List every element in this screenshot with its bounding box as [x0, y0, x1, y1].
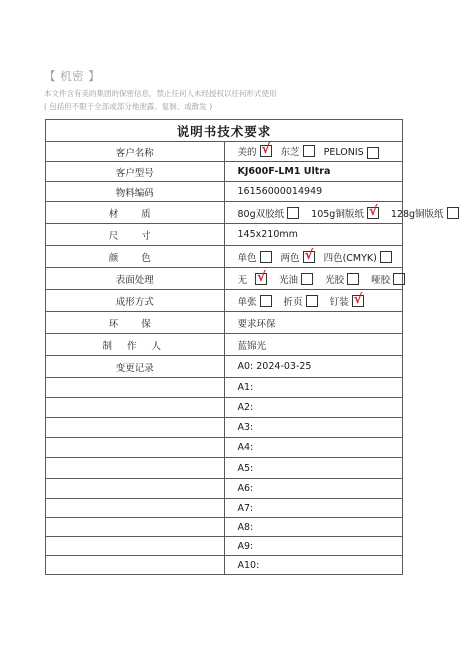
- change-row: [46, 356, 403, 378]
- confidential-title: 【 机密 】: [44, 69, 101, 83]
- change-row: [46, 398, 403, 418]
- option-80g[interactable]: 80g双胶纸: [238, 206, 300, 220]
- change-entry-a9: A9:: [224, 537, 403, 556]
- checkbox-single-color[interactable]: [260, 251, 272, 263]
- color-label: 颜 色: [46, 246, 225, 268]
- checkbox-midea[interactable]: [260, 145, 272, 157]
- row-forming: [46, 290, 403, 312]
- size-label: 尺 寸: [46, 224, 225, 246]
- changes-label: 变更记录: [46, 356, 225, 378]
- row-customer: [46, 142, 403, 162]
- material-code-label: 物料编码: [46, 182, 225, 202]
- change-entry-a7: A7:: [224, 499, 403, 518]
- change-entry-a8: A8:: [224, 518, 403, 537]
- option-cmyk[interactable]: 四色(CMYK): [324, 250, 392, 264]
- checkbox-folded[interactable]: [306, 295, 318, 307]
- author-value: 蓝锦光: [224, 334, 403, 356]
- checkbox-105g[interactable]: [367, 207, 379, 219]
- option-matte-film[interactable]: 哑胶: [371, 272, 405, 286]
- forming-label: 成形方式: [46, 290, 225, 312]
- size-value: 145x210mm: [224, 224, 403, 246]
- checkbox-two-color[interactable]: [303, 251, 315, 263]
- model-label: 客户型号: [46, 162, 225, 182]
- confidential-notice: 本文件含有美的集团的保密信息，禁止任何人未经授权以任何形式使用: [44, 89, 277, 98]
- change-row: [46, 556, 403, 575]
- paper-label: 材 质: [46, 202, 225, 224]
- change-entry-a0: A0: 2024-03-25: [224, 356, 403, 378]
- change-row: [46, 479, 403, 499]
- checkbox-cmyk[interactable]: [380, 251, 392, 263]
- change-row: [46, 518, 403, 537]
- option-none[interactable]: 无 √: [238, 272, 268, 286]
- option-stapled[interactable]: 钉装 √: [330, 294, 364, 308]
- customer-label: 客户名称: [46, 142, 225, 162]
- change-entry-a2: A2:: [224, 398, 403, 418]
- eco-value: 要求环保: [224, 312, 403, 334]
- material-code-value: 16156000014949: [224, 182, 403, 202]
- row-surface: [46, 268, 403, 290]
- change-row: [46, 537, 403, 556]
- option-128g[interactable]: 128g铜版纸: [391, 206, 459, 220]
- checkbox-80g[interactable]: [287, 207, 299, 219]
- author-label: 制 作 人: [46, 334, 225, 356]
- change-entry-a10: A10:: [224, 556, 403, 575]
- checkbox-128g[interactable]: [447, 207, 459, 219]
- change-entry-a3: A3:: [224, 418, 403, 438]
- row-material-code: [46, 182, 403, 202]
- change-row: [46, 458, 403, 479]
- checkbox-matte-film[interactable]: [393, 273, 405, 285]
- option-105g[interactable]: 105g铜版纸 √: [311, 206, 379, 220]
- forming-options: [224, 290, 403, 312]
- option-midea[interactable]: 美的 √: [238, 144, 272, 158]
- option-two-color[interactable]: 两色 √: [281, 250, 315, 264]
- checkbox-pelonis[interactable]: [367, 147, 379, 159]
- option-single-color[interactable]: 单色: [238, 250, 272, 264]
- checkbox-single-sheet[interactable]: [260, 295, 272, 307]
- option-varnish[interactable]: 光油: [279, 272, 313, 286]
- eco-label: 环 保: [46, 312, 225, 334]
- change-entry-a1: A1:: [224, 378, 403, 398]
- change-row: [46, 378, 403, 398]
- change-entry-a4: A4:: [224, 438, 403, 458]
- paper-options: [224, 202, 444, 224]
- row-paper: [46, 202, 403, 224]
- row-size: [46, 224, 403, 246]
- change-row: [46, 499, 403, 518]
- confidential-scope: ( 包括但不限于全部或部分地泄露、复制、或散发 ): [44, 102, 213, 111]
- change-row: [46, 418, 403, 438]
- surface-label: 表面处理: [46, 268, 225, 290]
- change-entry-a6: A6:: [224, 479, 403, 499]
- row-author: [46, 334, 403, 356]
- row-eco: [46, 312, 403, 334]
- option-single-sheet[interactable]: 单张: [238, 294, 272, 308]
- option-folded[interactable]: 折页: [284, 294, 318, 308]
- table-title-row: [46, 120, 403, 142]
- checkbox-none[interactable]: [255, 273, 267, 285]
- checkbox-toshiba[interactable]: [303, 145, 315, 157]
- option-pelonis[interactable]: PELONIS: [324, 147, 379, 159]
- row-model: [46, 162, 403, 182]
- spec-table: [45, 119, 444, 575]
- option-gloss-film[interactable]: 光胶: [325, 272, 359, 286]
- surface-options: [224, 268, 403, 290]
- checkbox-varnish[interactable]: [301, 273, 313, 285]
- table-title: 说明书技术要求: [46, 120, 403, 142]
- change-row: [46, 438, 403, 458]
- row-color: [46, 246, 403, 268]
- customer-options: [224, 142, 403, 162]
- change-entry-a5: A5:: [224, 458, 403, 479]
- color-options: [224, 246, 403, 268]
- checkbox-stapled[interactable]: [352, 295, 364, 307]
- checkbox-gloss-film[interactable]: [347, 273, 359, 285]
- model-value: KJ600F-LM1 Ultra: [224, 162, 403, 182]
- option-toshiba[interactable]: 东芝: [281, 144, 315, 158]
